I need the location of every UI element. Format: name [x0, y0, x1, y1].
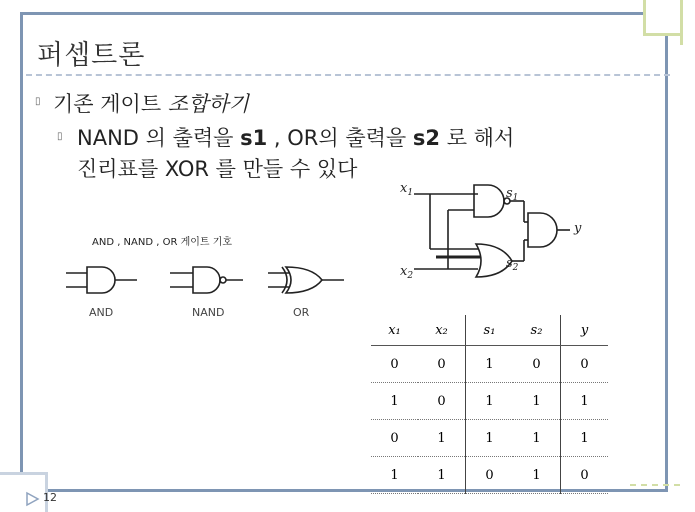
gate-symbols-caption: AND , NAND , OR 게이트 기호: [92, 237, 233, 248]
x2-label: $x_2$: [400, 264, 414, 281]
header-s1: s₁: [466, 315, 514, 346]
cell: 1: [371, 383, 418, 420]
table-row: [371, 383, 608, 420]
x1-label: $x_1$: [400, 181, 414, 198]
s1-label: $s_1$: [506, 186, 519, 203]
cell: 1: [466, 383, 514, 420]
s2-bold: s2: [412, 126, 441, 150]
bullet-square-icon: ▯: [35, 96, 41, 107]
text-part: 로 해서: [440, 126, 515, 150]
cell: 1: [513, 383, 561, 420]
cell: 0: [371, 346, 418, 383]
cell: 0: [418, 346, 466, 383]
bullet-2-line-2: 진리표를 XOR 를 만들 수 있다: [77, 157, 358, 181]
cell: 1: [418, 457, 466, 494]
y-label: y: [574, 221, 582, 236]
cell: 1: [513, 420, 561, 457]
play-arrow-icon: [24, 490, 44, 510]
table-row: [371, 420, 608, 457]
cell: 0: [561, 346, 609, 383]
text-part: NAND 의 출력을: [77, 126, 241, 150]
or-gate-icon: [268, 267, 344, 293]
cell: 0: [561, 457, 609, 494]
text-part: , OR의 출력을: [267, 126, 413, 150]
cell: 0: [466, 457, 514, 494]
cell: 1: [371, 457, 418, 494]
bottom-dash-decoration: [630, 484, 680, 486]
nand-label: NAND: [192, 306, 225, 319]
cell: 1: [561, 420, 609, 457]
and-gate-icon: [66, 267, 137, 293]
header-y: y: [561, 315, 609, 346]
s2-label: $s_2$: [506, 256, 519, 273]
table-row: [371, 346, 608, 383]
page-number: 12: [43, 491, 57, 504]
cell: 1: [466, 420, 514, 457]
slide-title: 퍼셉트론: [37, 40, 146, 71]
and-label: AND: [89, 306, 114, 319]
header-x1: x₁: [371, 315, 418, 346]
nand-gate-icon: [170, 267, 243, 293]
header-s2: s₂: [513, 315, 561, 346]
truth-table: [371, 315, 608, 494]
cell: 0: [418, 383, 466, 420]
s1-bold: s1: [240, 126, 268, 150]
or-label: OR: [293, 306, 310, 319]
cell: 0: [371, 420, 418, 457]
cell: 1: [561, 383, 609, 420]
bullet-1-text: 기존 게이트: [53, 92, 168, 116]
table-row: [371, 457, 608, 494]
bullet-1-italic: 조합하기: [167, 92, 249, 116]
bullet-square-icon: ▯: [57, 131, 63, 142]
cell: 0: [513, 346, 561, 383]
header-x2: x₂: [418, 315, 466, 346]
truth-table-header: [371, 315, 608, 346]
cell: 1: [513, 457, 561, 494]
cell: 1: [466, 346, 514, 383]
xor-circuit-icon: [414, 185, 570, 277]
cell: 1: [418, 420, 466, 457]
